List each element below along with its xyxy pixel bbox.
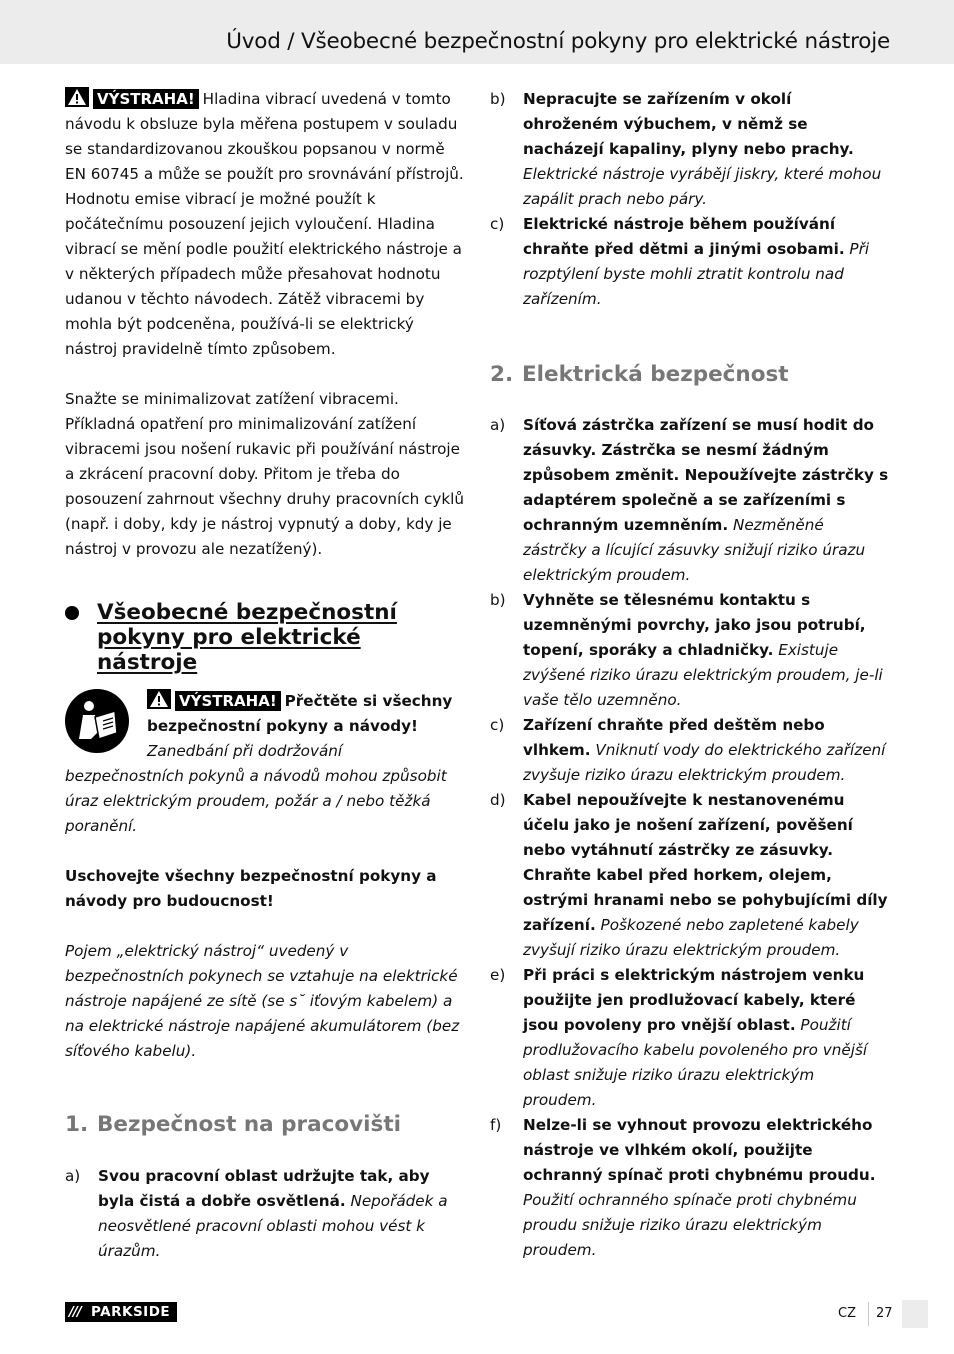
right-column bbox=[490, 87, 890, 1263]
section-2-item-d: d) Kabel nepoužívejte k nestanovenému účelu jako je nošení zařízení, pověšení nebo vytáhnutí zástrčky ze zásuvky. Chraňte kabel před horkem, olejem, ostrými hranami nebo se pohybujícími díly zařízení. Poškozené nebo zapletené kabely zvyšují riziko úrazu elektrickým proudem. bbox=[490, 791, 888, 959]
language-code: CZ bbox=[838, 1306, 856, 1321]
warning-label: VÝSTRAHA! bbox=[93, 89, 199, 109]
warning-triangle-icon bbox=[147, 689, 171, 709]
section-2-item-f: f) Nelze-li se vyhnout provozu elektrického nástroje ve vlhkém okolí, použijte ochranný spínač proti chybnému proudu. Použití ochranného spínače proti chybnému proudu snižuje riziko úrazu elektrickým proudem. bbox=[490, 1116, 876, 1259]
page-header bbox=[0, 0, 954, 64]
general-safety-heading: Všeobecné bezpečnostní pokyny pro elektrické nástroje bbox=[65, 600, 465, 675]
left-column bbox=[65, 87, 465, 1264]
section-2-item-e: e) Při práci s elektrickým nástrojem venku použijte jen prodlužovací kabely, které jsou povoleny pro vnější oblast. Použití prodlužovacího kabelu povoleného pro vnější oblast snižuje riziko úrazu elektrickým proudem. bbox=[490, 966, 868, 1109]
section-1-heading: 1. Bezpečnost na pracovišti bbox=[65, 1112, 401, 1137]
vibration-warning bbox=[65, 87, 465, 362]
section-2-heading: 2. Elektrická bezpečnost bbox=[490, 362, 789, 387]
footer-divider bbox=[868, 1302, 869, 1326]
section-1-item-a: a) Svou pracovní oblast udržujte tak, aby byla čistá a dobře osvětlená. Nepořádek a neosvětlené pracovní oblasti mohou vést k úrazům. bbox=[65, 1167, 448, 1260]
read-instructions-bold: VÝSTRAHA! Přečtěte si všechny bezpečnostní pokyny a návody! bbox=[65, 689, 465, 739]
warning-triangle-icon bbox=[65, 87, 89, 107]
vibration-warning-text: Hladina vibrací uvedená v tomto návodu k obsluze byla měřena postupem v souladu se standardizovanou zkouškou popsanou v normě EN 60745 a může se použít pro srovnávání přístrojů. Hodnotu emise vibrací je možné použít k počátečnímu posouzení jejich vyloučení. Hladina vibrací se mění podle použití elektrického nástroje a v některých případech může přesahovat hodnotu udanou v těchto návodech. Zátěž vibracemi by mohla být podceněna, používá-li se elektrický nástroj pravidelně tímto způsobem. bbox=[65, 90, 464, 358]
section-1-item-b: b) Nepracujte se zařízením v okolí ohroženém výbuchem, v němž se nacházejí kapaliny, plyny nebo prachy. Elektrické nástroje vyrábějí jiskry, které mohou zapálit prach nebo páry. bbox=[490, 90, 882, 208]
read-manual-icon bbox=[65, 689, 129, 753]
section-2-item-a: a) Síťová zástrčka zařízení se musí hodit do zásuvky. Zástrčka se nesmí žádným způsobem změnit. Nepoužívejte zástrčky s adaptérem společně a se zařízeními s ochranným uzemněním. Nezměněné zástrčky a lícující zásuvky snižují riziko úrazu elektrickým proudem. bbox=[490, 416, 889, 584]
warning-label: VÝSTRAHA! bbox=[175, 691, 281, 711]
read-instructions-block bbox=[65, 689, 465, 839]
read-instructions-italic: Zanedbání při dodržování bezpečnostních pokynů a návodů mohou způsobit úraz elektrickým proudem, požár a / nebo těžká poranění. bbox=[65, 742, 447, 835]
footer-tab bbox=[902, 1300, 928, 1328]
vibration-minimize-text: Snažte se minimalizovat zatížení vibracemi. Příkladná opatření pro minimalizování zatížení vibracemi jsou nošení rukavic při používání nástroje a zkrácení pracovní doby. Přitom je třeba do posouzení zahrnout všechny druhy pracovních cyklů (např. i doby, kdy je nástroj vypnutý a doby, kdy je nástroj v provozu ale nezatížený). bbox=[65, 390, 465, 558]
bullet-icon bbox=[65, 606, 79, 620]
page-number: 27 bbox=[876, 1306, 893, 1321]
parkside-logo: /// PARKSIDE bbox=[65, 1302, 177, 1322]
keep-instructions: Uschovejte všechny bezpečnostní pokyny a návody pro budoucnost! bbox=[65, 867, 437, 910]
section-2-item-c: c) Zařízení chraňte před deštěm nebo vlhkem. Vniknutí vody do elektrického zařízení zvyšuje riziko úrazu elektrickým proudem. bbox=[490, 716, 886, 784]
page-title: Úvod / Všeobecné bezpečnostní pokyny pro elektrické nástroje bbox=[226, 29, 890, 54]
section-1-item-c: c) Elektrické nástroje během používání chraňte před dětmi a jinými osobami. Při rozptýlení byste mohli ztratit kontrolu nad zařízením. bbox=[490, 215, 870, 308]
term-definition: Pojem „elektrický nástroj“ uvedený v bezpečnostních pokynech se vztahuje na elektrické nástroje napájené ze sítě (se s˘ iťovým kabelem) a na elektrické nástroje napájené akumulátorem (bez síťového kabelu). bbox=[65, 942, 460, 1060]
section-2-item-b: b) Vyhněte se tělesnému kontaktu s uzemněnými povrchy, jako jsou potrubí, topení, sporáky a chladničky. Existuje zvýšené riziko úrazu elektrickým proudem, je-li vaše tělo uzemněno. bbox=[490, 591, 883, 709]
